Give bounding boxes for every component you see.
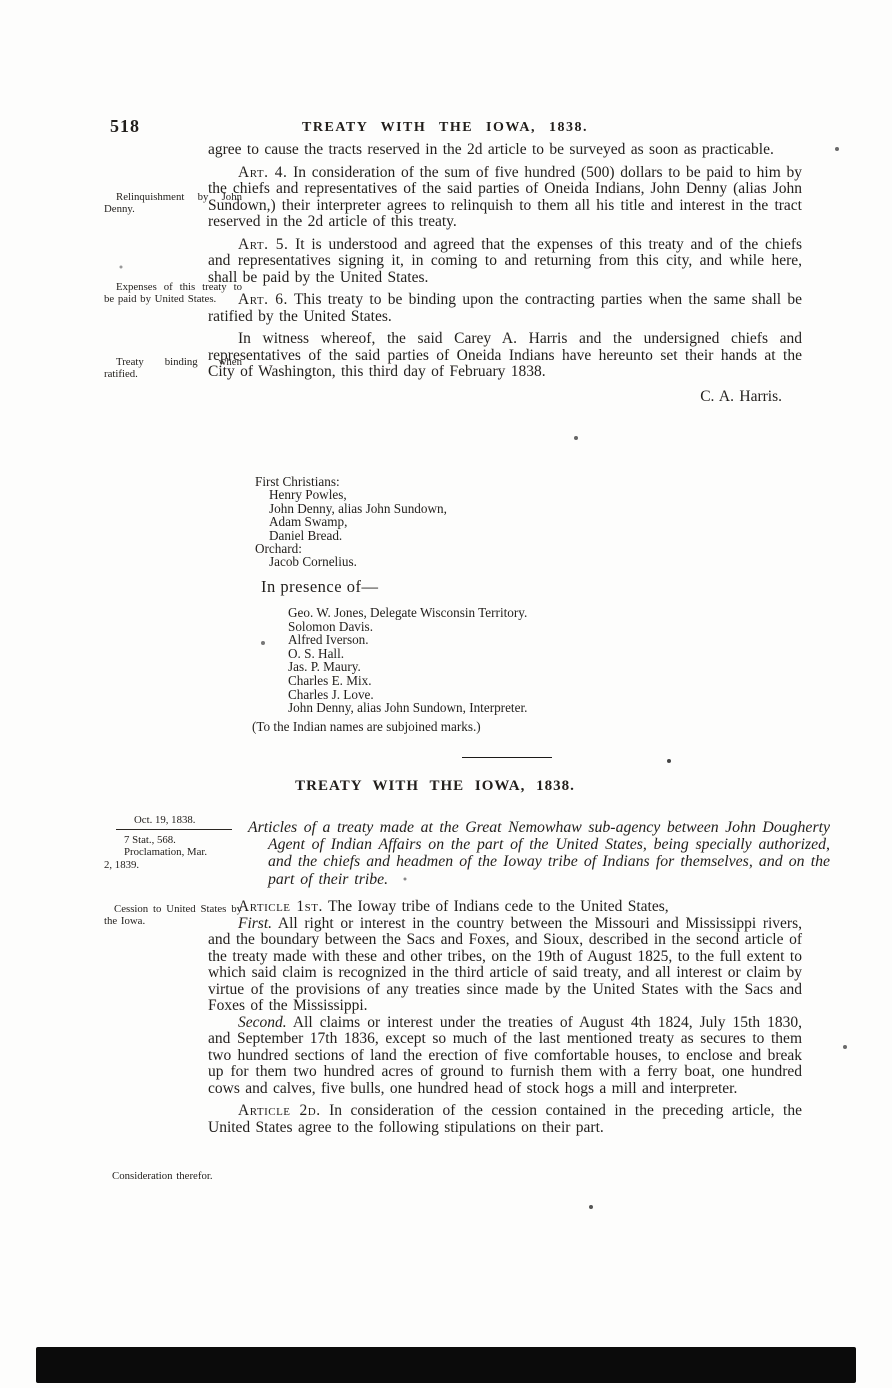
signer-name: Jacob Cornelius.: [269, 554, 357, 570]
sidenote-citation-block: [104, 814, 242, 871]
article-4-text: In consideration of the sum of five hundred (500) dollars to be paid to him by the chiefs and representatives of the said parties of Oneida Indians, John Denny (alias John Sundown,) their interpreter agrees to relinquish to them all his title and interest in the tract reserved in the 2d article of this treaty.: [208, 163, 803, 230]
article-1-intro: The Ioway tribe of Indians cede to the United States,: [327, 898, 669, 915]
article-1-first-paragraph: [208, 916, 802, 1015]
witness-name: O. S. Hall.: [288, 645, 345, 661]
sidenote-cession: Cession to United States by the Iowa.: [104, 903, 242, 928]
sidenote-rule: [116, 829, 232, 830]
article-5-text: It is understood and agreed that the expenses of this treaty and of the chiefs and representatives signing it, in coming to and returning from this city, and while here, shall be paid by the United States.: [208, 235, 803, 286]
witness-clause-paragraph: In witness whereof, the said Carey A. Harris and the undersigned chiefs and representatives of the said parties of Oneida Indians have hereunto set their hands at the City of Washington, this third day of February 1838.: [208, 330, 802, 380]
article-6-paragraph: [208, 292, 802, 325]
first-clause-label: First.: [238, 914, 273, 932]
page-number: 518: [110, 116, 140, 136]
article-5-paragraph: [208, 237, 802, 287]
scan-noise-specks: [0, 0, 2, 2]
article-2-text: In consideration of the cession contained in the preceding article, the United States agree to the following stipulations on their part.: [208, 1102, 802, 1136]
signer-list: [255, 475, 447, 569]
first-clause-text: All right or interest in the country between the Missouri and Mississippi rivers, and the boundary between the Sacs and Foxes, and Sioux, described in the second article of the treaty made with these and other tribes, on the 19th of August 1825, to the full extent to which said claim is recognized in the third article of said treaty, and all interest or claim by virtue of the provisions of any treaties since made by the United States with the Sacs and Foxes of the Mississippi.: [208, 914, 802, 1014]
section-divider-rule: [462, 757, 552, 758]
body-column-iowa: [208, 899, 802, 1142]
marks-note: (To the Indian names are subjoined marks.): [252, 719, 481, 734]
scan-artifact-bar: [36, 1347, 856, 1383]
continuation-paragraph: agree to cause the tracts reserved in the 2d article to be surveyed as soon as practicable.: [208, 141, 774, 158]
signer-group-label-first-christians: First Christians:: [255, 474, 340, 489]
article-1-intro-paragraph: [208, 899, 802, 916]
sidenote-proclamation-line2: 2, 1839.: [104, 858, 140, 871]
sidenote-statute: 7 Stat., 568.: [124, 833, 176, 846]
signer-name: Daniel Bread.: [269, 527, 343, 543]
second-clause-text: All claims or interest under the treaties of August 4th 1824, July 15th 1830, and September 17th 1836, except so much of the last mentioned treaty as secures to them two hundred sections of land the erection of five comfortable houses, to enclose and break up for them two hundred acres of ground to furnish them with a ferry boat, one hundred cows and calves, five bulls, one hundred head of stock hogs a mill and interpreter.: [208, 1013, 802, 1097]
witness-name: Charles E. Mix.: [288, 672, 372, 688]
treaty-preamble: Articles of a treaty made at the Great Nemowhaw sub-agency between John Dougherty Agent of Indian Affairs on the part of the United States, being specially authorized, and the chiefs and headmen of the Ioway tribe of Indians for themselves, and on the part of their tribe.: [248, 819, 830, 888]
second-clause-label: Second.: [238, 1013, 287, 1031]
article-4-label: Art. 4.: [238, 163, 288, 181]
witness-name: Geo. W. Jones, Delegate Wisconsin Territory.: [288, 605, 528, 620]
witness-name: Solomon Davis.: [288, 618, 373, 634]
witness-name: Charles J. Love.: [288, 686, 374, 702]
sidenote-proclamation-line1: Proclamation, Mar.: [124, 846, 208, 858]
article-6-text: This treaty to be binding upon the contracting parties when the same shall be ratified by the United States.: [208, 291, 802, 325]
article-2-label: Article 2d.: [238, 1102, 321, 1119]
sidenote-consideration: Consideration therefor.: [112, 1170, 213, 1182]
witness-name: Jas. P. Maury.: [288, 659, 361, 675]
article-2-paragraph: [208, 1103, 802, 1136]
signature-harris: C. A. Harris.: [700, 387, 782, 405]
article-1-second-paragraph: [208, 1015, 802, 1098]
signer-group-label-orchard: Orchard:: [255, 541, 302, 557]
article-1-label: Article 1st.: [238, 898, 323, 915]
sidenote-relinquishment: Relinquishment by John Denny.: [104, 191, 242, 216]
article-6-label: Art. 6.: [238, 291, 288, 308]
treaty-heading-iowa: TREATY WITH THE IOWA, 1838.: [295, 778, 575, 794]
running-head: TREATY WITH THE IOWA, 1838.: [302, 120, 588, 135]
presence-heading: In presence of—: [261, 577, 379, 596]
signer-name: John Denny, alias John Sundown,: [269, 500, 447, 516]
witness-name: Alfred Iverson.: [288, 632, 369, 648]
article-4-paragraph: [208, 165, 802, 231]
signer-name: Henry Powles,: [269, 487, 347, 503]
witness-list: [288, 606, 527, 715]
sidenote-expenses: Expenses of this treaty to be paid by United States.: [104, 281, 242, 306]
article-5-label: Art. 5.: [238, 235, 289, 253]
sidenote-binding: Treaty binding when ratified.: [104, 356, 242, 381]
sidenote-date: Oct. 19, 1838.: [134, 814, 196, 826]
witness-name: John Denny, alias John Sundown, Interpreter.: [288, 700, 528, 716]
signer-name: Adam Swamp,: [269, 514, 348, 530]
body-column-oneida: [208, 142, 802, 411]
